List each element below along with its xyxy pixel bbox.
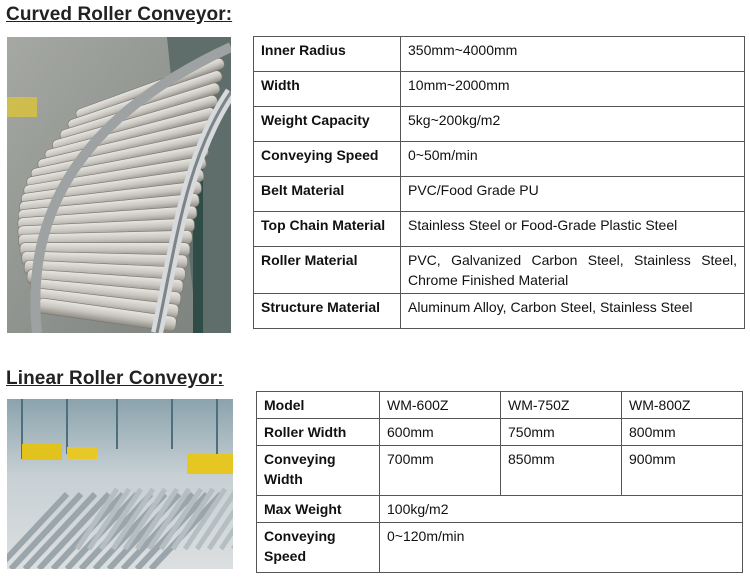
table-row bbox=[254, 72, 745, 107]
spec-value: PVC, Galvanized Carbon Steel, Stainless Steel, Chrome Finished Material bbox=[401, 247, 745, 294]
conveying-width-cell: 850mm bbox=[501, 446, 622, 496]
linear-conveyor-photo bbox=[7, 399, 233, 569]
curved-conveyor-illustration bbox=[7, 37, 231, 333]
table-row bbox=[257, 446, 743, 496]
roller-width-cell: 750mm bbox=[501, 419, 622, 446]
curved-spec-table bbox=[253, 36, 745, 329]
max-weight-label: Max Weight bbox=[257, 496, 380, 523]
spec-value: Aluminum Alloy, Carbon Steel, Stainless Steel bbox=[401, 294, 745, 329]
spec-value: 5kg~200kg/m2 bbox=[401, 107, 745, 142]
speed-cell: 0~120m/min bbox=[380, 523, 743, 573]
model-cell: WM-750Z bbox=[501, 392, 622, 419]
max-weight-cell: 100kg/m2 bbox=[380, 496, 743, 523]
table-row bbox=[254, 294, 745, 329]
table-row bbox=[257, 496, 743, 523]
linear-spec-table bbox=[256, 391, 743, 573]
spec-label: Structure Material bbox=[254, 294, 401, 329]
conveying-width-label: Conveying Width bbox=[257, 446, 380, 496]
roller-width-cell: 600mm bbox=[380, 419, 501, 446]
table-row bbox=[254, 247, 745, 294]
table-row bbox=[254, 107, 745, 142]
speed-label: Conveying Speed bbox=[257, 523, 380, 573]
spec-label: Roller Material bbox=[254, 247, 401, 294]
table-row bbox=[254, 142, 745, 177]
conveying-width-cell: 900mm bbox=[622, 446, 743, 496]
table-row bbox=[257, 419, 743, 446]
spec-label: Belt Material bbox=[254, 177, 401, 212]
table-row bbox=[257, 523, 743, 573]
roller-width-label: Roller Width bbox=[257, 419, 380, 446]
model-cell: WM-800Z bbox=[622, 392, 743, 419]
curved-conveyor-photo bbox=[7, 37, 231, 333]
linear-conveyor-illustration bbox=[7, 399, 233, 569]
table-row bbox=[254, 37, 745, 72]
spec-value: 10mm~2000mm bbox=[401, 72, 745, 107]
spec-value: 350mm~4000mm bbox=[401, 37, 745, 72]
spec-value: Stainless Steel or Food-Grade Plastic Steel bbox=[401, 212, 745, 247]
spec-label: Inner Radius bbox=[254, 37, 401, 72]
spec-value: 0~50m/min bbox=[401, 142, 745, 177]
spec-value: PVC/Food Grade PU bbox=[401, 177, 745, 212]
linear-section-title: Linear Roller Conveyor: bbox=[6, 368, 224, 389]
table-row bbox=[254, 212, 745, 247]
conveying-width-cell: 700mm bbox=[380, 446, 501, 496]
spec-label: Conveying Speed bbox=[254, 142, 401, 177]
spec-label: Weight Capacity bbox=[254, 107, 401, 142]
table-row bbox=[254, 177, 745, 212]
curved-section-title: Curved Roller Conveyor: bbox=[6, 4, 233, 25]
spec-label: Top Chain Material bbox=[254, 212, 401, 247]
table-row bbox=[257, 392, 743, 419]
roller-width-cell: 800mm bbox=[622, 419, 743, 446]
model-cell: WM-600Z bbox=[380, 392, 501, 419]
spec-label: Width bbox=[254, 72, 401, 107]
model-label: Model bbox=[257, 392, 380, 419]
